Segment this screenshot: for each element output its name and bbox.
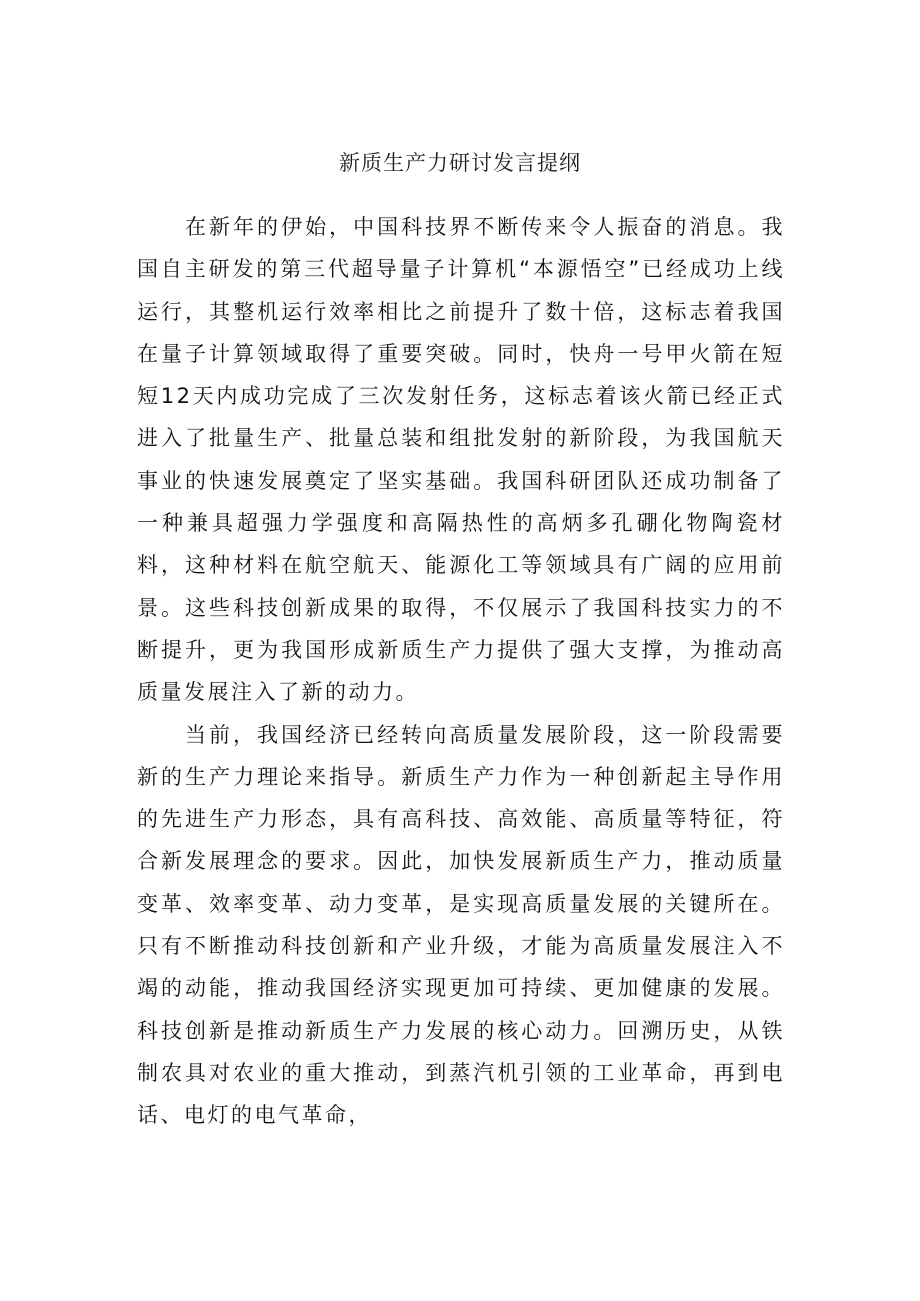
document-body [137, 206, 785, 1137]
document-title: 新质生产力研讨发言提纲 [339, 151, 581, 175]
paragraph-1: 在新年的伊始，中国科技界不断传来令人振奋的消息。我国自主研发的第三代超导量子计算机“本源悟空”已经成功上线运行，其整机运行效率相比之前提升了数十倍，这标志着我国在量子计算领域取得了重要突破。同时，快舟一号甲火箭在短短12天内成功完成了三次发射任务，这标志着该火箭已经正式进入了批量生产、批量总装和组批发射的新阶段，为我国航天事业的快速发展奠定了坚实基础。我国科研团队还成功制备了一种兼具超强力学强度和高隔热性的高炳多孔硼化物陶瓷材料，这种材料在航空航天、能源化工等领域具有广阔的应用前景。这些科技创新成果的取得，不仅展示了我国科技实力的不断提升，更为我国形成新质生产力提供了强大支撑，为推动高质量发展注入了新的动力。 [137, 215, 785, 705]
paragraph-2: 当前，我国经济已经转向高质量发展阶段，这一阶段需要新的生产力理论来指导。新质生产力作为一种创新起主导作用的先进生产力形态，具有高科技、高效能、高质量等特征，符合新发展理念的要求。因此，加快发展新质生产力，推动质量变革、效率变革、动力变革，是实现高质量发展的关键所在。只有不断推动科技创新和产业升级，才能为高质量发展注入不竭的动能，推动我国经济实现更加可持续、更加健康的发展。科技创新是推动新质生产力发展的核心动力。回溯历史，从铁制农具对农业的重大推动，到蒸汽机引领的工业革命，再到电话、电灯的电气革命， [137, 722, 785, 1128]
